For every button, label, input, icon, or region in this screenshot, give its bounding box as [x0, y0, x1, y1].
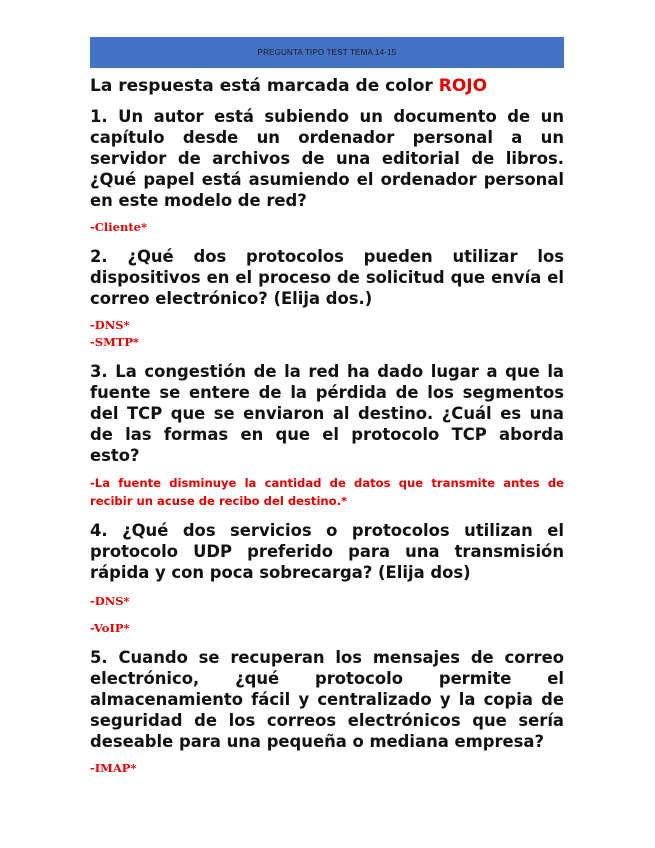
answer-3: -La fuente disminuye la cantidad de datos que transmite antes de recibir un acuse de recibo del destino.* [90, 476, 564, 508]
question-3: 3. La congestión de la red ha dado lugar a que la fuente se entere de la pérdida de los segmentos del TCP que se enviaron al destino. ¿Cuál es una de las formas en que el protocolo TCP aborda esto? [90, 362, 564, 465]
answer-2a: -DNS* [90, 318, 130, 332]
question-5: 5. Cuando se recuperan los mensajes de correo electrónico, ¿qué protocolo permite el almacenamiento fácil y centralizado y la copia de seguridad de los correos electrónicos que sería deseable para una pequeña o mediana empresa? [90, 648, 564, 751]
question-2: 2. ¿Qué dos protocolos pueden utilizar los dispositivos en el proceso de solicitud que envía el correo electrónico? (Elija dos.) [90, 247, 564, 308]
answer-5: -IMAP* [90, 761, 137, 775]
header-title: PREGUNTA TIPO TEST TEMA 14-15 [257, 48, 397, 57]
answer-4b: -VoIP* [90, 621, 130, 635]
answer-2b: -SMTP* [90, 335, 140, 349]
question-1: 1. Un autor está subiendo un documento de un capítulo desde un ordenador personal a un servidor de archivos de una editorial de libros. ¿Qué papel está asumiendo el ordenador personal en este modelo de red? [90, 107, 564, 210]
answer-1: -Cliente* [90, 220, 147, 234]
intro-accent: ROJO [438, 76, 488, 96]
header-band [90, 37, 564, 68]
answer-4a: -DNS* [90, 594, 130, 608]
question-4: 4. ¿Qué dos servicios o protocolos utilizan el protocolo UDP preferido para una transmisión rápida y con poca sobrecarga? (Elija dos) [90, 521, 564, 582]
intro-text: La respuesta está marcada de color [90, 76, 433, 96]
document-content [90, 75, 564, 777]
intro-line [90, 75, 564, 97]
